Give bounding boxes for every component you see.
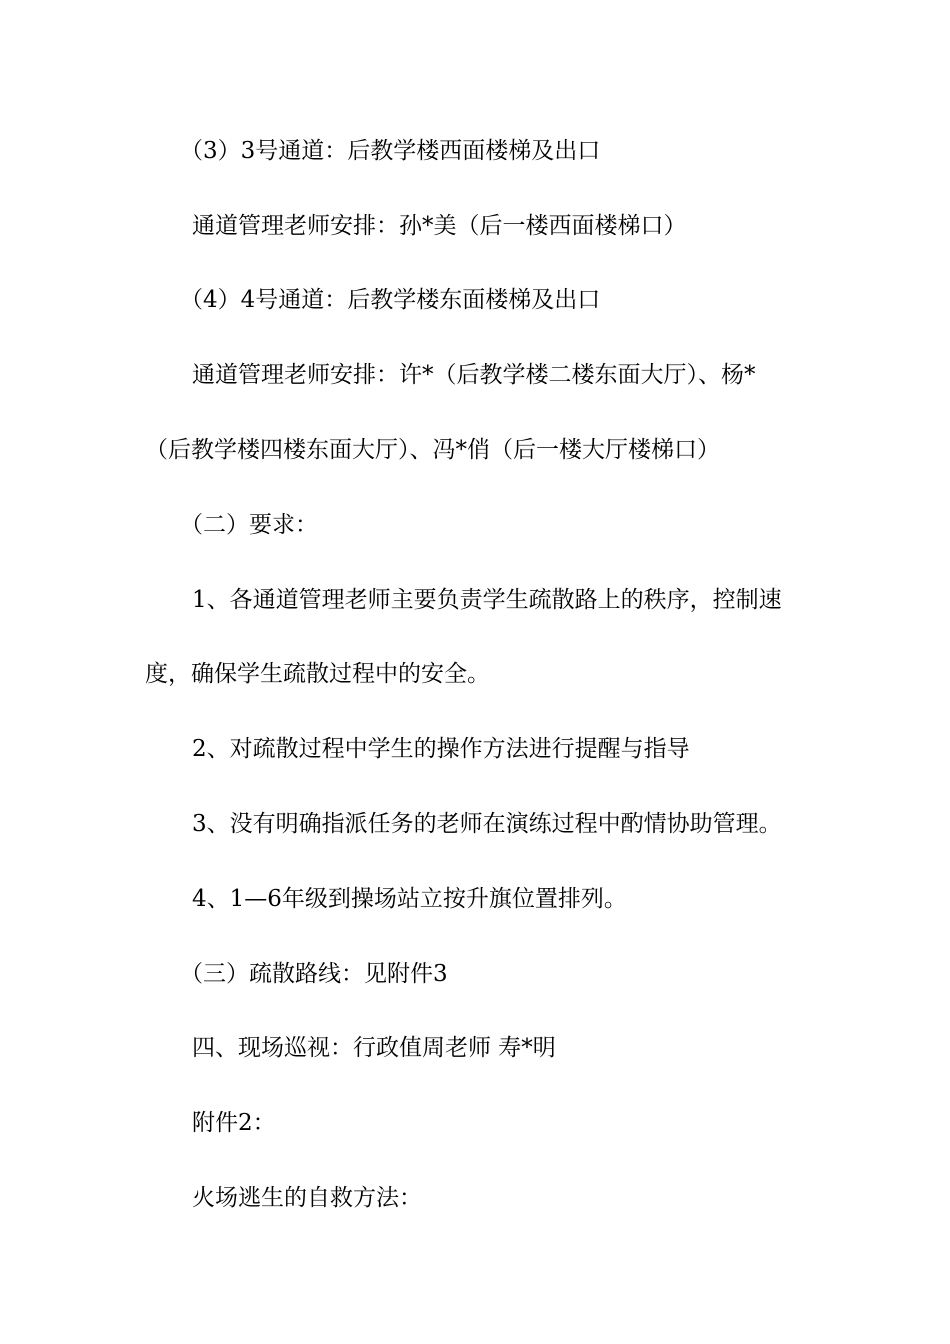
section-heading-site-patrol: 四、现场巡视：行政值周老师 寿*明 (192, 1035, 556, 1061)
text-line-channel-4: （4）4号通道：后教学楼东面楼梯及出口 (180, 287, 601, 313)
text-line-requirement-4: 4、1—6年级到操场站立按升旗位置排列。 (192, 886, 627, 912)
text-line-channel-4-teacher: 通道管理老师安排：许*（后教学楼二楼东面大厅）、杨* (192, 362, 756, 388)
text-line-channel-4-teacher-cont: （后教学楼四楼东面大厅）、冯*俏（后一楼大厅楼梯口） (145, 437, 720, 463)
section-heading-requirements: （二）要求： (180, 512, 318, 538)
section-heading-evacuation-route: （三）疏散路线：见附件3 (180, 961, 448, 987)
attachment-label: 附件2： (192, 1110, 276, 1136)
text-line-channel-3: （3）3号通道：后教学楼西面楼梯及出口 (180, 138, 601, 164)
text-line-requirement-1-cont: 度，确保学生疏散过程中的安全。 (145, 661, 490, 687)
text-line-requirement-1: 1、各通道管理老师主要负责学生疏散路上的秩序，控制速 (192, 587, 782, 613)
text-line-channel-3-teacher: 通道管理老师安排：孙*美（后一楼西面楼梯口） (192, 213, 687, 239)
text-line-requirement-2: 2、对疏散过程中学生的操作方法进行提醒与指导 (192, 736, 690, 762)
text-line-requirement-3: 3、没有明确指派任务的老师在演练过程中酌情协助管理。 (192, 811, 782, 837)
section-heading-self-rescue: 火场逃生的自救方法： (192, 1185, 422, 1211)
